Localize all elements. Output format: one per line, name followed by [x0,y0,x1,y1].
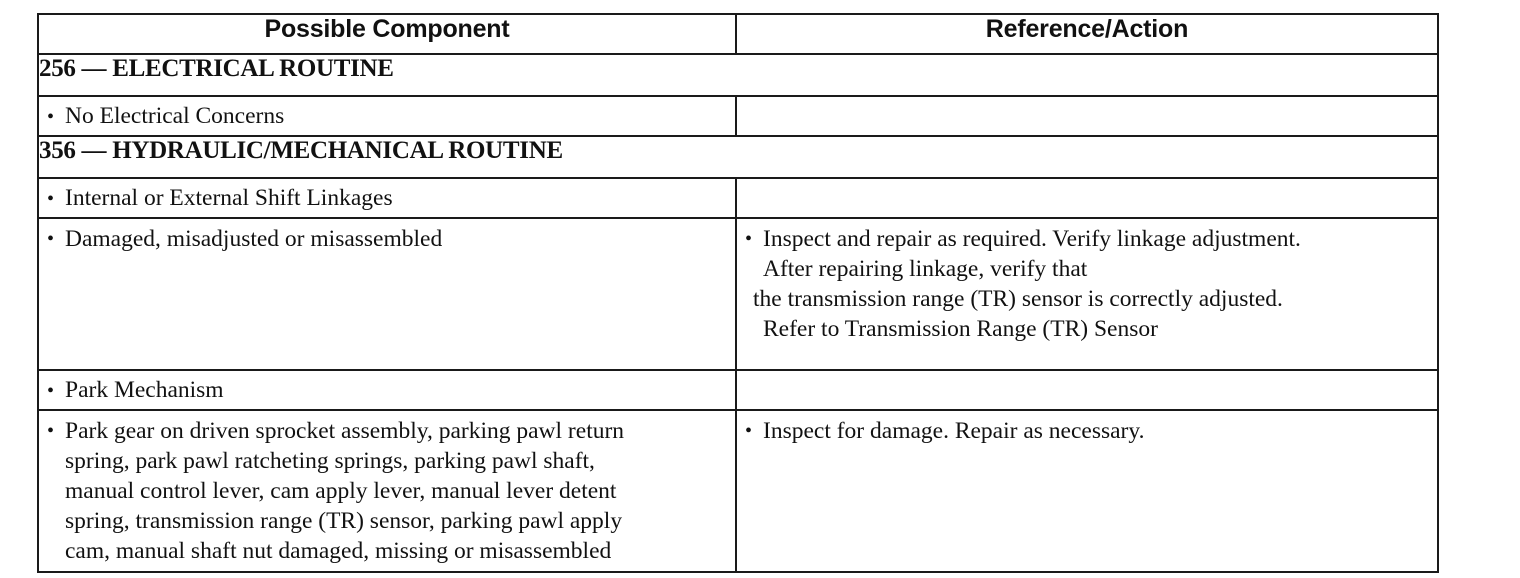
action-cell-empty [736,96,1438,136]
component-cell [38,370,736,410]
bullet-icon: • [47,420,55,442]
section-title-hydraulic: 356 — HYDRAULIC/MECHANICAL ROUTINE [38,136,1438,178]
component-text-line: cam, manual shaft nut damaged, missing or misassembled [65,538,612,564]
section-row-hydraulic [38,136,1438,178]
table-row [38,178,1438,218]
action-text-line: Refer to Transmission Range (TR) Sensor [763,316,1158,342]
component-cell [38,96,736,136]
bullet-icon: • [47,228,55,250]
header-row [38,14,1438,54]
component-text-line: spring, park pawl ratcheting springs, parking pawl shaft, [65,448,595,474]
header-possible-component: Possible Component [38,14,736,54]
action-text-line: Inspect and repair as required. Verify linkage adjustment. [763,226,1301,252]
table-row [38,218,1438,370]
bullet-icon: • [745,420,753,442]
bullet-icon: • [47,380,55,402]
component-text-line: spring, transmission range (TR) sensor, parking pawl apply [65,508,623,534]
component-text: No Electrical Concerns [65,103,285,129]
action-text-line: After repairing linkage, verify that [763,256,1088,282]
bullet-icon: • [745,228,753,250]
component-text-line: Park gear on driven sprocket assembly, parking pawl return [65,418,625,444]
component-text-line: manual control lever, cam apply lever, manual lever detent [65,478,617,504]
action-text-line: the transmission range (TR) sensor is correctly adjusted. [753,286,1283,312]
component-cell [38,178,736,218]
action-cell-empty [736,178,1438,218]
section-title-electrical: 256 — ELECTRICAL ROUTINE [38,54,1438,96]
action-cell [736,410,1438,572]
table-row [38,96,1438,136]
table-row [38,410,1438,572]
action-text: Inspect for damage. Repair as necessary. [763,418,1145,444]
action-cell [736,218,1438,370]
component-cell [38,218,736,370]
component-text: Damaged, misadjusted or misassembled [65,226,443,252]
header-reference-action: Reference/Action [736,14,1438,54]
bullet-icon: • [47,188,55,210]
section-row-electrical [38,54,1438,96]
action-cell-empty [736,370,1438,410]
bullet-icon: • [47,106,55,128]
component-text: Park Mechanism [65,377,224,403]
diagnostic-table-container [37,13,1437,573]
component-text: Internal or External Shift Linkages [65,185,393,211]
diagnostic-table [37,13,1439,573]
component-cell [38,410,736,572]
table-row [38,370,1438,410]
